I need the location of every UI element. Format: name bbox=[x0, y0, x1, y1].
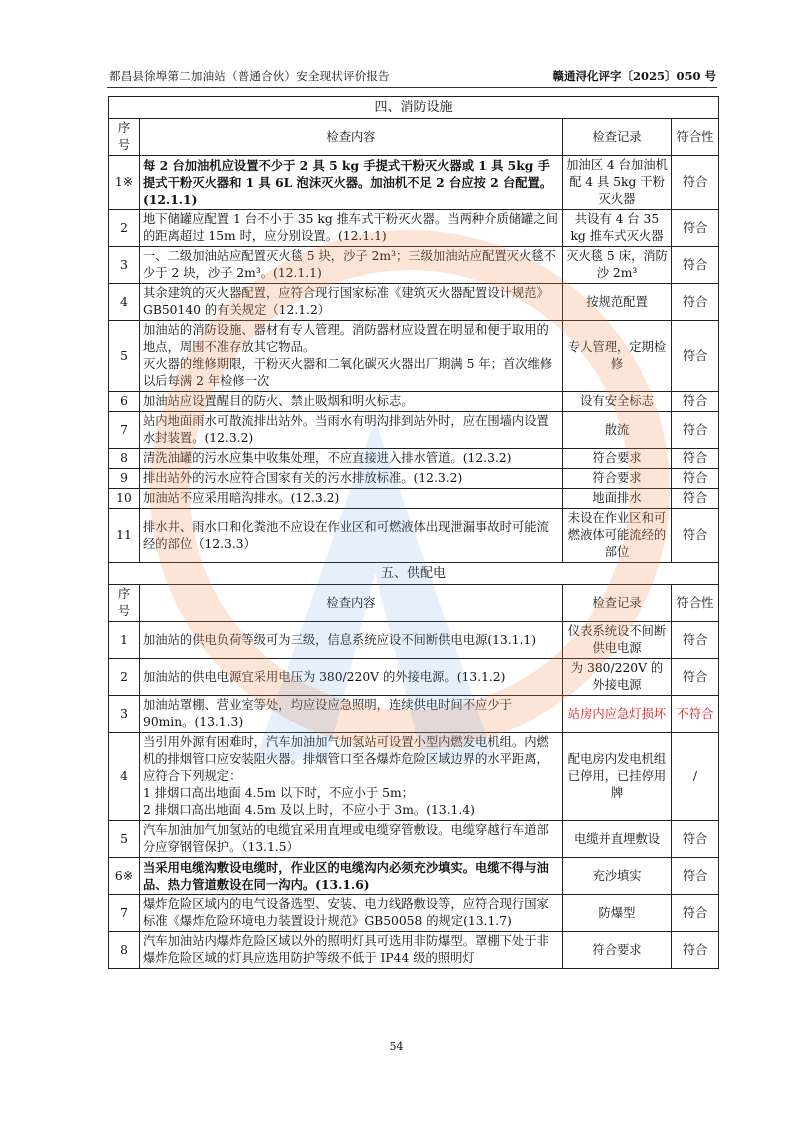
row-number: 8 bbox=[109, 449, 140, 469]
column-header-row bbox=[109, 585, 719, 622]
row-number: 2 bbox=[109, 659, 140, 696]
row-conformity: 符合 bbox=[672, 412, 719, 449]
header-record: 检查记录 bbox=[563, 119, 672, 156]
table-row bbox=[109, 895, 719, 932]
table-row bbox=[109, 659, 719, 696]
row-number: 10 bbox=[109, 489, 140, 509]
row-number: 4 bbox=[109, 733, 140, 821]
header-content: 检查内容 bbox=[140, 119, 563, 156]
row-record: 为 380/220V 的外接电源 bbox=[563, 659, 672, 696]
row-number: 1 bbox=[109, 622, 140, 659]
table-row bbox=[109, 284, 719, 321]
row-number: 5 bbox=[109, 821, 140, 858]
table-row bbox=[109, 247, 719, 284]
table-row bbox=[109, 469, 719, 489]
inspection-table bbox=[108, 96, 719, 969]
row-number: 3 bbox=[109, 696, 140, 733]
row-record: 按规范配置 bbox=[563, 284, 672, 321]
table-row bbox=[109, 449, 719, 469]
row-record: 设有安全标志 bbox=[563, 392, 672, 412]
header-divider bbox=[107, 87, 717, 88]
row-record: 配电房内发电机组已停用，已挂停用牌 bbox=[563, 733, 672, 821]
row-number: 8 bbox=[109, 932, 140, 969]
row-record: 未设在作业区和可燃液体可能流经的部位 bbox=[563, 509, 672, 563]
header-conformity: 符合性 bbox=[672, 119, 719, 156]
row-record: 地面排水 bbox=[563, 489, 672, 509]
row-record: 符合要求 bbox=[563, 469, 672, 489]
row-record: 符合要求 bbox=[563, 449, 672, 469]
row-content: 一、二级加油站应配置灭火毯 5 块，沙子 2m³；三级加油站应配置灭火毯不少于 2 块，沙子 2m³。(12.1.1) bbox=[140, 247, 563, 284]
row-content: 站内地面雨水可散流排出站外。当雨水有明沟排到站外时，应在围墙内设置水封装置。(12.3.2) bbox=[140, 412, 563, 449]
row-number: 7 bbox=[109, 412, 140, 449]
row-record: 站房内应急灯损坏 bbox=[563, 696, 672, 733]
row-number: 2 bbox=[109, 210, 140, 247]
row-record: 专人管理，定期检修 bbox=[563, 321, 672, 392]
table-row bbox=[109, 821, 719, 858]
row-conformity: / bbox=[672, 733, 719, 821]
row-conformity: 符合 bbox=[672, 284, 719, 321]
row-conformity: 符合 bbox=[672, 321, 719, 392]
row-number: 11 bbox=[109, 509, 140, 563]
row-content: 排出站外的污水应符合国家有关的污水排放标准。(12.3.2) bbox=[140, 469, 563, 489]
table-row bbox=[109, 622, 719, 659]
table-row bbox=[109, 412, 719, 449]
header-conformity: 符合性 bbox=[672, 585, 719, 622]
header-no: 序号 bbox=[109, 585, 140, 622]
row-content: 加油站的消防设施、器材有专人管理。消防器材应设置在明显和便于取用的地点，周围不准存放其它物品。 灭火器的维修期限，干粉灭火器和二氧化碳灭火器出厂期满 5 年；首次维修以后每满 2 年检修一次 bbox=[140, 321, 563, 392]
header-no: 序号 bbox=[109, 119, 140, 156]
row-conformity: 符合 bbox=[672, 247, 719, 284]
table-row bbox=[109, 156, 719, 210]
row-conformity: 符合 bbox=[672, 469, 719, 489]
section-title-row bbox=[109, 97, 719, 119]
row-conformity: 符合 bbox=[672, 659, 719, 696]
row-conformity: 符合 bbox=[672, 489, 719, 509]
row-record: 电缆并直埋敷设 bbox=[563, 821, 672, 858]
row-content: 排水井、雨水口和化粪池不应设在作业区和可燃液体出现泄漏事故时可能流经的部位（12.3.3） bbox=[140, 509, 563, 563]
report-title-header: 都昌县徐埠第二加油站（普通合伙）安全现状评价报告 bbox=[109, 69, 390, 83]
row-record: 充沙填实 bbox=[563, 858, 672, 895]
header-content: 检查内容 bbox=[140, 585, 563, 622]
row-conformity: 符合 bbox=[672, 509, 719, 563]
row-number: 6※ bbox=[109, 858, 140, 895]
row-number: 4 bbox=[109, 284, 140, 321]
row-content: 当采用电缆沟敷设电缆时，作业区的电缆沟内必须充沙填实。电缆不得与油品、热力管道敷设在同一沟内。(13.1.6) bbox=[140, 858, 563, 895]
row-number: 6 bbox=[109, 392, 140, 412]
row-conformity: 符合 bbox=[672, 392, 719, 412]
row-conformity: 符合 bbox=[672, 156, 719, 210]
row-conformity: 符合 bbox=[672, 210, 719, 247]
row-content: 加油站罩棚、营业室等处，均应设应急照明，连续供电时间不应少于 90min。(13.1.3) bbox=[140, 696, 563, 733]
report-number-header: 赣通浔化评字〔2025〕050 号 bbox=[552, 69, 716, 83]
row-content: 加油站应设置醒目的防火、禁止吸烟和明火标志。 bbox=[140, 392, 563, 412]
table-row bbox=[109, 696, 719, 733]
row-content: 当引用外源有困难时，汽车加油加气加氢站可设置小型内燃发电机组。内燃机的排烟管口应安装阻火器。排烟管口至各爆炸危险区域边界的水平距离，应符合下列规定： 1 排烟口高出地面 4.5m 以下时，不应小于 5m； 2 排烟口高出地面 4.5m 及以上时，不应小于 3m。(13.1.4) bbox=[140, 733, 563, 821]
row-content: 每 2 台加油机应设置不少于 2 具 5 kg 手提式干粉灭火器或 1 具 5kg 手提式干粉灭火器和 1 具 6L 泡沫灭火器。加油机不足 2 台应按 2 台配置。(12.1.1) bbox=[140, 156, 563, 210]
row-content: 其余建筑的灭火器配置，应符合现行国家标准《建筑灭火器配置设计规范》GB50140 的有关规定（12.1.2） bbox=[140, 284, 563, 321]
row-number: 9 bbox=[109, 469, 140, 489]
header-record: 检查记录 bbox=[563, 585, 672, 622]
row-conformity: 不符合 bbox=[672, 696, 719, 733]
page-number: 54 bbox=[389, 1040, 404, 1053]
row-content: 汽车加油站内爆炸危险区域以外的照明灯具可选用非防爆型。罩棚下处于非爆炸危险区域的灯具应选用防护等级不低于 IP44 级的照明灯 bbox=[140, 932, 563, 969]
row-content: 加油站的供电负荷等级可为三级，信息系统应设不间断供电电源(13.1.1) bbox=[140, 622, 563, 659]
table-row bbox=[109, 733, 719, 821]
row-content: 加油站不应采用暗沟排水。(12.3.2) bbox=[140, 489, 563, 509]
row-record: 共设有 4 台 35 kg 推车式灭火器 bbox=[563, 210, 672, 247]
row-content: 爆炸危险区域内的电气设备选型、安装、电力线路敷设等，应符合现行国家标准《爆炸危险环境电力装置设计规范》GB50058 的规定(13.1.7) bbox=[140, 895, 563, 932]
table-row bbox=[109, 858, 719, 895]
row-number: 5 bbox=[109, 321, 140, 392]
row-record: 灭火毯 5 床，消防沙 2m³ bbox=[563, 247, 672, 284]
table-row bbox=[109, 321, 719, 392]
column-header-row bbox=[109, 119, 719, 156]
row-conformity: 符合 bbox=[672, 622, 719, 659]
row-content: 地下储罐应配置 1 台不小于 35 kg 推车式干粉灭火器。当两种介质储罐之间的距离超过 15m 时，应分别设置。(12.1.1) bbox=[140, 210, 563, 247]
row-number: 7 bbox=[109, 895, 140, 932]
row-conformity: 符合 bbox=[672, 895, 719, 932]
row-record: 仪表系统设不间断供电电源 bbox=[563, 622, 672, 659]
row-content: 加油站的供电电源宜采用电压为 380/220V 的外接电源。(13.1.2) bbox=[140, 659, 563, 696]
row-content: 汽车加油加气加氢站的电缆宜采用直埋或电缆穿管敷设。电缆穿越行车道部分应穿钢管保护。（13.1.5） bbox=[140, 821, 563, 858]
row-content: 清洗油罐的污水应集中收集处理，不应直接进入排水管道。(12.3.2) bbox=[140, 449, 563, 469]
row-record: 加油区 4 台加油机配 4 具 5kg 干粉灭火器 bbox=[563, 156, 672, 210]
section-title-row bbox=[109, 563, 719, 585]
row-conformity: 符合 bbox=[672, 449, 719, 469]
table-row bbox=[109, 489, 719, 509]
row-record: 防爆型 bbox=[563, 895, 672, 932]
row-record: 符合要求 bbox=[563, 932, 672, 969]
row-conformity: 符合 bbox=[672, 932, 719, 969]
table-row bbox=[109, 932, 719, 969]
table-row bbox=[109, 210, 719, 247]
row-record: 散流 bbox=[563, 412, 672, 449]
row-conformity: 符合 bbox=[672, 821, 719, 858]
table-row bbox=[109, 509, 719, 563]
section-title: 四、消防设施 bbox=[109, 97, 719, 119]
section-title: 五、供配电 bbox=[109, 563, 719, 585]
row-number: 3 bbox=[109, 247, 140, 284]
table-row bbox=[109, 392, 719, 412]
row-number: 1※ bbox=[109, 156, 140, 210]
row-conformity: 符合 bbox=[672, 858, 719, 895]
